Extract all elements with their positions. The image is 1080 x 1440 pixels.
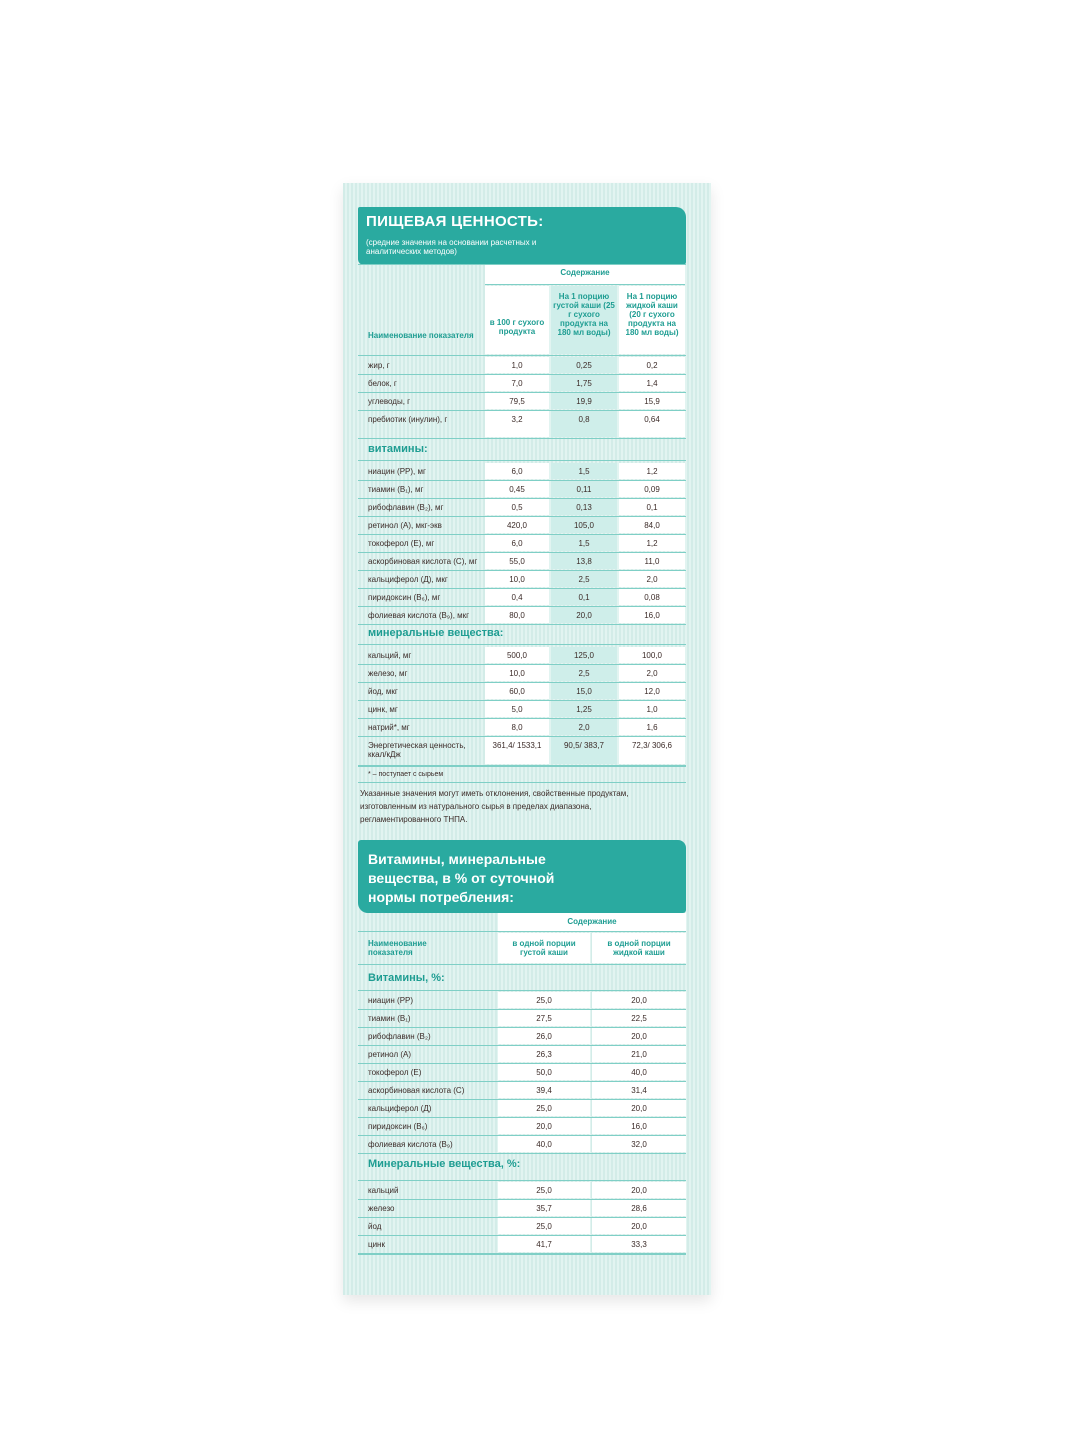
row-name: кальций <box>368 1186 399 1195</box>
row-value-thick: 35,7 <box>536 1204 552 1213</box>
row-value-thick: 50,0 <box>536 1068 552 1077</box>
row-value-100g: 361,4/ 1533,1 <box>492 741 542 750</box>
row-value-liquid: 15,9 <box>644 397 660 406</box>
row-value-thick: 0,25 <box>576 361 592 370</box>
row-value-liquid: 20,0 <box>631 1186 647 1195</box>
nutrition-subtitle: (средние значения на основании расчетных и аналитических методов) <box>366 238 537 256</box>
row-value-thick: 1,25 <box>576 705 592 714</box>
row-value-thick: 25,0 <box>536 1186 552 1195</box>
rule <box>358 460 686 461</box>
row-name: углеводы, г <box>368 397 411 406</box>
tolerance-note: Указанные значения могут иметь отклонения, свойственные продуктам, изготовленным из натурального сырья в пределах диапазона, регламентированного ТНПА. <box>360 789 629 824</box>
row-name: натрий*, мг <box>368 723 410 732</box>
row-value-100g: 0,4 <box>511 593 523 602</box>
row-value-thick: 2,0 <box>578 723 590 732</box>
row-value-liquid: 20,0 <box>631 1104 647 1113</box>
row-value-100g: 8,0 <box>511 723 523 732</box>
row-value-liquid: 1,0 <box>646 705 658 714</box>
rule <box>358 766 686 767</box>
row-value-100g: 55,0 <box>509 557 525 566</box>
row-value-thick: 0,1 <box>578 593 590 602</box>
row-value-100g: 0,5 <box>511 503 523 512</box>
row-value-liquid: 100,0 <box>641 651 663 660</box>
row-value-thick: 105,0 <box>573 521 595 530</box>
row-value-liquid: 11,0 <box>644 557 660 566</box>
rule <box>358 931 686 932</box>
s2-header-name-label: Наименование показателя <box>368 939 427 957</box>
row-name: кальциферол (Д) <box>368 1104 432 1113</box>
nutrition-title-banner <box>358 207 686 265</box>
rule <box>485 284 685 285</box>
rule <box>358 990 686 991</box>
header-col1-label: в 100 г сухого продукта <box>489 318 545 336</box>
row-rule <box>358 1153 686 1154</box>
row-value-liquid: 0,64 <box>644 415 660 424</box>
row-value-thick: 26,0 <box>536 1032 552 1041</box>
row-value-thick: 25,0 <box>536 996 552 1005</box>
rule <box>358 964 686 965</box>
row-value-liquid: 22,5 <box>631 1014 647 1023</box>
row-value-liquid: 1,4 <box>646 379 658 388</box>
rule <box>358 264 686 265</box>
row-value-100g: 1,0 <box>511 361 523 370</box>
row-value-liquid: 31,4 <box>631 1086 647 1095</box>
row-name: железо, мг <box>368 669 408 678</box>
row-name: фолиевая кислота (B₉) <box>368 1140 453 1149</box>
row-name: цинк, мг <box>368 705 398 714</box>
header-col2-label: На 1 порцию густой каши (25 г сухого продукта на 180 мл воды) <box>553 292 615 337</box>
row-value-liquid: 0,09 <box>644 485 660 494</box>
rule <box>358 1254 686 1255</box>
row-value-liquid: 20,0 <box>631 996 647 1005</box>
row-value-liquid: 0,08 <box>644 593 660 602</box>
row-name: белок, г <box>368 379 397 388</box>
row-rule <box>358 624 686 625</box>
row-value-thick: 13,8 <box>576 557 592 566</box>
row-value-100g: 420,0 <box>506 521 528 530</box>
row-value-liquid: 1,6 <box>646 723 658 732</box>
row-value-thick: 0,13 <box>576 503 592 512</box>
daily-norm-title: Витамины, минеральные вещества, в % от суточной нормы потребления: <box>368 851 555 905</box>
row-value-100g: 80,0 <box>509 611 525 620</box>
nutrition-title: ПИЩЕВАЯ ЦЕННОСТЬ: <box>366 213 544 230</box>
row-value-thick: 1,5 <box>578 539 590 548</box>
row-value-thick: 27,5 <box>536 1014 552 1023</box>
row-rule <box>358 438 686 439</box>
row-value-liquid: 0,1 <box>646 503 658 512</box>
row-name: тиамин (B₁) <box>368 1014 411 1023</box>
row-value-thick: 90,5/ 383,7 <box>563 741 605 750</box>
row-value-liquid: 1,2 <box>646 539 658 548</box>
row-value-thick: 19,9 <box>576 397 592 406</box>
row-value-100g: 6,0 <box>511 539 523 548</box>
row-value-liquid: 32,0 <box>631 1140 647 1149</box>
row-value-100g: 500,0 <box>506 651 528 660</box>
row-value-liquid: 84,0 <box>644 521 660 530</box>
row-name: кальций, мг <box>368 651 412 660</box>
row-name: рибофлавин (B₂), мг <box>368 503 444 512</box>
row-value-100g: 79,5 <box>509 397 525 406</box>
row-name: жир, г <box>368 361 390 370</box>
row-name: железо <box>368 1204 395 1213</box>
s2-header-col2-label: в одной порции жидкой каши <box>607 939 671 957</box>
row-value-liquid: 21,0 <box>631 1050 647 1059</box>
row-value-liquid: 0,2 <box>646 361 658 370</box>
row-name: ниацин (PP) <box>368 996 414 1005</box>
row-value-liquid: 28,6 <box>631 1204 647 1213</box>
row-name: пребиотик (инулин), г <box>368 415 448 424</box>
row-value-thick: 39,4 <box>536 1086 552 1095</box>
row-value-thick: 20,0 <box>576 611 592 620</box>
row-name: токоферол (E) <box>368 1068 422 1077</box>
daily-norm-banner <box>358 840 686 913</box>
row-value-thick: 1,75 <box>576 379 592 388</box>
row-value-liquid: 40,0 <box>631 1068 647 1077</box>
row-value-thick: 25,0 <box>536 1104 552 1113</box>
row-value-100g: 3,2 <box>511 415 523 424</box>
row-name: ретинол (A), мкг-экв <box>368 521 442 530</box>
row-name: фолиевая кислота (B₉), мкг <box>368 611 470 620</box>
row-value-liquid: 20,0 <box>631 1222 647 1231</box>
row-value-liquid: 16,0 <box>644 611 660 620</box>
row-value-thick: 2,5 <box>578 575 590 584</box>
row-value-thick: 0,11 <box>576 485 592 494</box>
row-value-thick: 26,3 <box>536 1050 552 1059</box>
row-value-liquid: 2,0 <box>646 575 658 584</box>
row-value-thick: 0,8 <box>578 415 590 424</box>
s1-minerals-heading: минеральные вещества: <box>368 627 504 639</box>
row-value-100g: 60,0 <box>509 687 525 696</box>
row-name: тиамин (B₁), мг <box>368 485 424 494</box>
header-content-label: Содержание <box>560 268 610 277</box>
row-value-liquid: 72,3/ 306,6 <box>631 741 673 750</box>
row-value-thick: 20,0 <box>536 1122 552 1131</box>
row-value-100g: 7,0 <box>511 379 523 388</box>
s2-vitamins-heading: Витамины, %: <box>368 972 445 984</box>
row-name: аскорбиновая кислота (C), мг <box>368 557 478 566</box>
row-name: аскорбиновая кислота (C) <box>368 1086 465 1095</box>
row-value-liquid: 33,3 <box>631 1240 647 1249</box>
row-value-thick: 40,0 <box>536 1140 552 1149</box>
row-value-thick: 15,0 <box>576 687 592 696</box>
row-value-100g: 10,0 <box>509 575 525 584</box>
row-value-100g: 0,45 <box>509 485 525 494</box>
row-name: цинк <box>368 1240 385 1249</box>
row-value-liquid: 16,0 <box>631 1122 647 1131</box>
row-name: ретинол (A) <box>368 1050 412 1059</box>
row-value-liquid: 2,0 <box>646 669 658 678</box>
row-name: кальциферол (Д), мкг <box>368 575 448 584</box>
row-name: йод <box>368 1222 382 1231</box>
rule <box>358 355 686 356</box>
row-value-thick: 125,0 <box>573 651 595 660</box>
footnote: * – поступает с сырьем <box>368 771 444 778</box>
row-value-100g: 6,0 <box>511 467 523 476</box>
row-value-thick: 41,7 <box>536 1240 552 1249</box>
s2-minerals-heading: Минеральные вещества, %: <box>368 1158 521 1170</box>
row-name: йод, мкг <box>368 687 398 696</box>
row-value-liquid: 20,0 <box>631 1032 647 1041</box>
row-value-liquid: 12,0 <box>644 687 660 696</box>
header-name-label: Наименование показателя <box>368 331 474 340</box>
header-col3-label: На 1 порцию жидкой каши (20 г сухого продукта на 180 мл воды) <box>625 292 679 337</box>
rule <box>358 782 686 783</box>
row-name: рибофлавин (B₂) <box>368 1032 431 1041</box>
s1-vitamins-heading: витамины: <box>368 443 428 455</box>
row-value-thick: 25,0 <box>536 1222 552 1231</box>
row-value-thick: 2,5 <box>578 669 590 678</box>
row-name: пиридоксин (B₆), мг <box>368 593 441 602</box>
s2-header-col1-label: в одной порции густой каши <box>512 939 576 957</box>
row-name: пиридоксин (B₆) <box>368 1122 428 1131</box>
rule <box>358 644 686 645</box>
row-name: токоферол (E), мг <box>368 539 435 548</box>
row-value-liquid: 1,2 <box>646 467 658 476</box>
s2-header-content-label: Содержание <box>567 917 617 926</box>
row-value-100g: 10,0 <box>509 669 525 678</box>
rule <box>358 1180 686 1181</box>
row-name: ниацин (PP), мг <box>368 467 426 476</box>
row-name: Энергетическая ценность, ккал/кДж <box>368 741 466 759</box>
row-value-100g: 5,0 <box>511 705 523 714</box>
row-value-thick: 1,5 <box>578 467 590 476</box>
